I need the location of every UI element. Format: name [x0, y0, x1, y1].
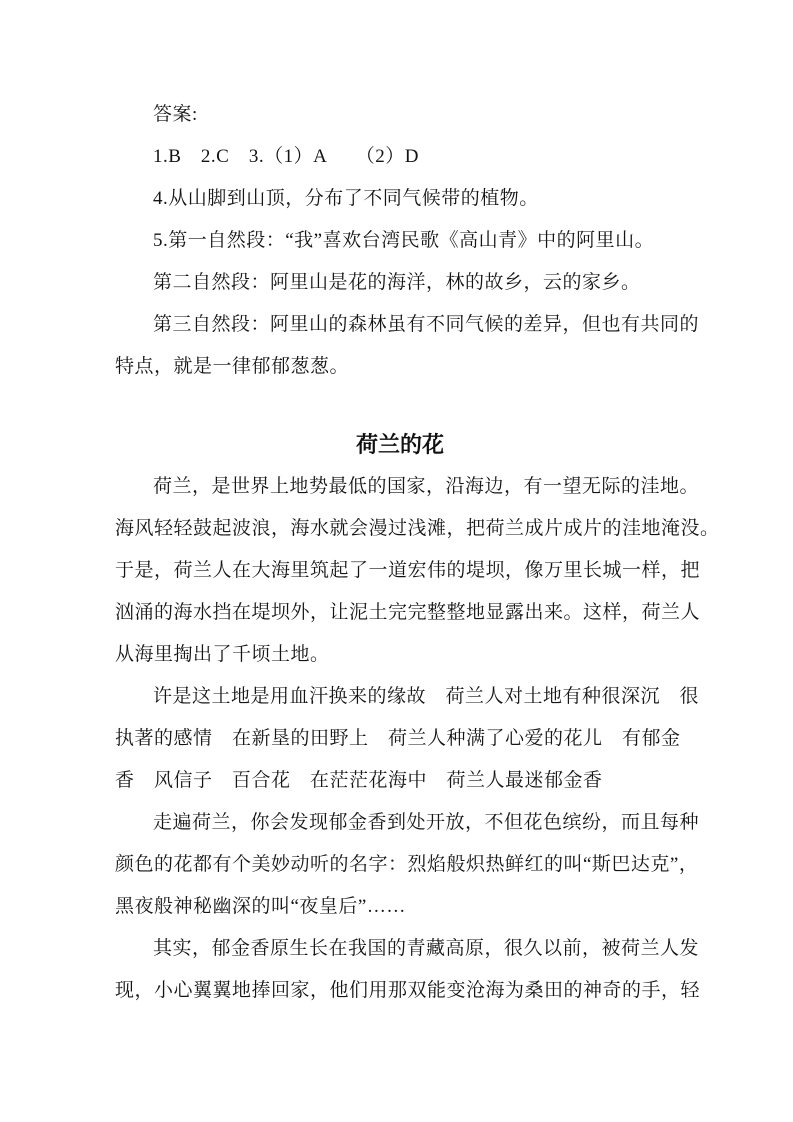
text-line: 香 风信子 百合花 在茫茫花海中 荷兰人最迷郁金香 — [115, 770, 603, 791]
text-line: 5.第一自然段：“我”喜欢台湾民歌《高山青》中的阿里山。 — [153, 230, 655, 251]
text-line: 海风轻轻鼓起波浪，海水就会漫过浅滩，把荷兰成片成片的洼地淹没。 — [115, 518, 720, 539]
text-line: 其实，郁金香原生长在我国的青藏高原，很久以前，被荷兰人发 — [153, 938, 700, 959]
text-line: 答案: — [153, 104, 198, 125]
text-line: 于是，荷兰人在大海里筑起了一道宏伟的堤坝，像万里长城一样，把 — [115, 560, 701, 581]
passage-section — [115, 466, 720, 1012]
text-line: 走遍荷兰，你会发现郁金香到处开放，不但花色缤纷，而且每种 — [153, 812, 700, 833]
document-content — [115, 94, 720, 1012]
text-line: 颜色的花都有个美妙动听的名字：烈焰般炽热鲜红的叫“斯巴达克”， — [115, 854, 699, 875]
text-line: 许是这土地是用血汗换来的缘故 荷兰人对土地有种很深沉 很 — [153, 686, 700, 707]
text-line: 汹涌的海水挡在堤坝外，让泥土完完整整地显露出来。这样，荷兰人 — [115, 602, 701, 623]
passage-title: 荷兰的花 — [355, 432, 444, 457]
text-line: 特点，就是一律郁郁葱葱。 — [115, 356, 350, 377]
text-line: 现，小心翼翼地捧回家，他们用那双能变沧海为桑田的神奇的手，轻 — [115, 980, 701, 1001]
text-line: 黑夜般神秘幽深的叫“夜皇后”…… — [115, 896, 406, 917]
text-line: 4.从山脚到山顶，分布了不同气候带的植物。 — [153, 188, 539, 209]
text-line: 执著的感情 在新垦的田野上 荷兰人种满了心爱的花儿 有郁金 — [115, 728, 681, 749]
text-line: 从海里掏出了千顷土地。 — [115, 644, 330, 665]
text-line: 第三自然段：阿里山的森林虽有不同气候的差异，但也有共同的 — [153, 314, 700, 335]
text-line: 第二自然段：阿里山是花的海洋，林的故乡，云的家乡。 — [153, 272, 641, 293]
text-line: 荷兰，是世界上地势最低的国家，沿海边，有一望无际的洼地。 — [153, 476, 700, 497]
answers-section — [115, 94, 700, 388]
text-line: 1.B 2.C 3.（1）A （2）D — [153, 146, 419, 167]
